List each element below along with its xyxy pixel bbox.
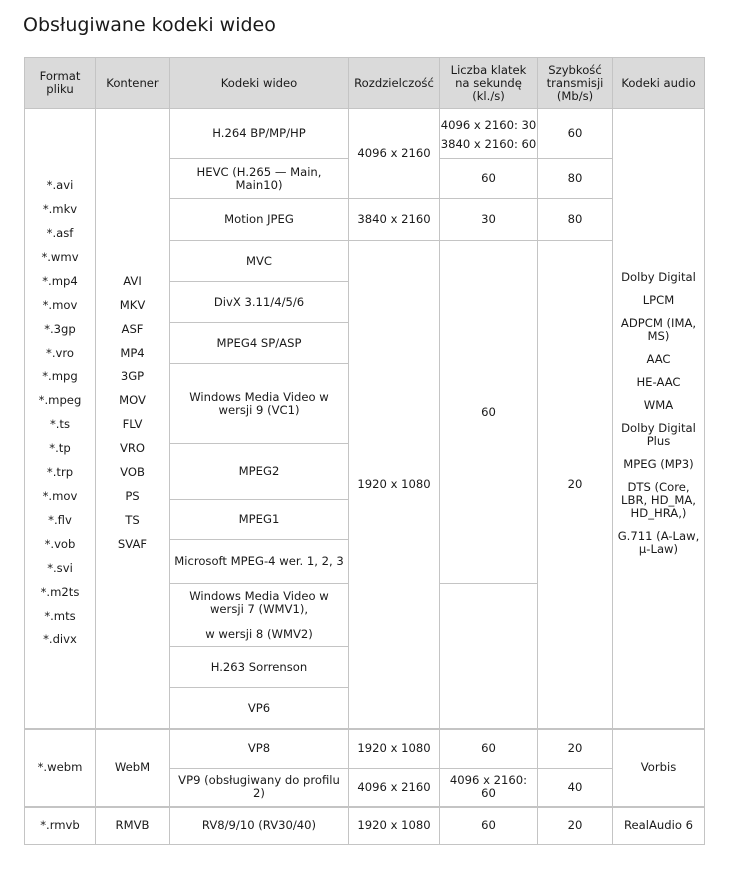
res-rv: 1920 x 1080 [349, 807, 440, 845]
bitrate-hevc: 80 [538, 159, 613, 199]
bitrate-mjpeg: 80 [538, 199, 613, 241]
format-item: *.vro [46, 345, 74, 360]
fps-h264 [440, 109, 538, 159]
format-item: *.tp [49, 441, 71, 456]
header-resolution: Rozdzielczość [349, 58, 440, 109]
audio-codec-item: Dolby Digital [621, 269, 696, 284]
group2-audio: Vorbis [613, 729, 705, 807]
format-item: *.asf [46, 226, 74, 240]
container-item: AVI [123, 273, 142, 288]
bitrate-vp8: 20 [538, 729, 613, 769]
format-item: *.mpg [42, 369, 78, 384]
codec-h264: H.264 BP/MP/HP [170, 109, 349, 159]
codec-mpeg4: MPEG4 SP/ASP [170, 323, 349, 364]
codec-vp6: VP6 [170, 688, 349, 729]
audio-codec-item: ADPCM (IMA, MS) [620, 315, 697, 343]
fps-vp9: 4096 x 2160: 60 [440, 769, 538, 807]
container-item: VOB [120, 465, 145, 480]
codec-wmv7-line2: w wersji 8 (WMV2) [205, 626, 313, 641]
group1-formats-cell [25, 109, 96, 729]
format-item: *.flv [48, 512, 72, 527]
table-row [25, 807, 705, 845]
group3-format: *.rmvb [25, 807, 96, 845]
fps-shared-60: 60 [440, 241, 538, 584]
audio-codec-item: Dolby Digital Plus [621, 420, 696, 448]
header-container: Kontener [96, 58, 170, 109]
container-item: FLV [122, 417, 143, 432]
fps-vp8: 60 [440, 729, 538, 769]
codec-mpeg2: MPEG2 [170, 444, 349, 500]
format-item: *.mov [42, 488, 78, 503]
codec-wmv7-line1: Windows Media Video w wersji 7 (WMV1), [189, 588, 329, 616]
group3-container: RMVB [96, 807, 170, 845]
container-item: MOV [119, 393, 146, 408]
codec-mjpeg: Motion JPEG [170, 199, 349, 241]
format-item: *.svi [47, 560, 73, 575]
audio-codec-item: LPCM [642, 292, 675, 307]
header-audio-codecs: Kodeki audio [613, 58, 705, 109]
codec-mpeg1: MPEG1 [170, 500, 349, 540]
group3-audio: RealAudio 6 [613, 807, 705, 845]
fps-rv: 60 [440, 807, 538, 845]
group1-containers-cell [96, 109, 170, 729]
container-item: VRO [119, 441, 146, 456]
format-item: *.mpeg [38, 393, 82, 408]
container-item: TS [125, 512, 140, 527]
bitrate-h264: 60 [538, 109, 613, 159]
container-item: ASF [121, 321, 144, 336]
fps-hevc: 60 [440, 159, 538, 199]
format-item: *.avi [46, 178, 74, 193]
res-mjpeg: 3840 x 2160 [349, 199, 440, 241]
bitrate-shared: 20 [538, 241, 613, 729]
codec-msmpeg4: Microsoft MPEG-4 wer. 1, 2, 3 [170, 540, 349, 584]
container-item: PS [125, 488, 140, 503]
page-title: Obsługiwane kodeki wideo [23, 14, 276, 36]
bitrate-vp9: 40 [538, 769, 613, 807]
fps-h264-line2: 3840 x 2160: 60 [440, 136, 537, 151]
table-row [25, 729, 705, 769]
audio-codec-item: DTS (Core, LBR, HD_MA, HD_HRA,) [621, 479, 696, 520]
format-item: *.3gp [44, 321, 76, 336]
audio-codec-item: MPEG (MP3) [623, 456, 694, 471]
format-item: *.divx [43, 632, 77, 647]
codec-vp9: VP9 (obsługiwany do profilu 2) [170, 769, 349, 807]
format-item: *.mts [44, 608, 76, 623]
fps-mjpeg: 30 [440, 199, 538, 241]
container-item: MP4 [120, 345, 145, 360]
header-format: Format pliku [25, 58, 96, 109]
format-item: *.vob [44, 536, 76, 551]
codec-hevc: HEVC (H.265 — Main, Main10) [170, 159, 349, 199]
group1-audio-list [616, 271, 701, 556]
container-item: SVAF [117, 536, 148, 551]
format-item: *.wmv [41, 249, 79, 264]
format-item: *.m2ts [40, 584, 80, 599]
format-item: *.trp [46, 465, 74, 480]
header-fps: Liczba klatek na sekundę (kl./s) [440, 58, 538, 109]
res-shared: 1920 x 1080 [349, 241, 440, 729]
audio-codec-item: G.711 (A-Law, μ-Law) [617, 528, 700, 556]
res-vp9: 4096 x 2160 [349, 769, 440, 807]
group2-container: WebM [96, 729, 170, 807]
codec-h263: H.263 Sorrenson [170, 647, 349, 688]
res-h264: 4096 x 2160 [349, 109, 440, 199]
res-vp8: 1920 x 1080 [349, 729, 440, 769]
group2-format: *.webm [25, 729, 96, 807]
codec-divx: DivX 3.11/4/5/6 [170, 282, 349, 323]
format-item: *.mov [42, 297, 78, 312]
codec-wmv7 [170, 584, 349, 647]
group1-audio-cell [613, 109, 705, 729]
bitrate-rv: 20 [538, 807, 613, 845]
group1-format-list [28, 179, 92, 646]
table-row [25, 109, 705, 159]
format-item: *.ts [49, 417, 71, 432]
codec-wmv9: Windows Media Video w wersji 9 (VC1) [170, 364, 349, 444]
container-item: MKV [119, 297, 146, 312]
codec-rv: RV8/9/10 (RV30/40) [170, 807, 349, 845]
format-item: *.mkv [42, 202, 78, 217]
header-bitrate: Szybkość transmisji (Mb/s) [538, 58, 613, 109]
header-video-codecs: Kodeki wideo [170, 58, 349, 109]
audio-codec-item: HE-AAC [636, 374, 681, 389]
fps-h264-line1: 4096 x 2160: 30 [440, 117, 537, 132]
codec-vp8: VP8 [170, 729, 349, 769]
table-header-row [25, 58, 705, 109]
codec-mvc: MVC [170, 241, 349, 282]
audio-codec-item: WMA [643, 397, 674, 412]
group1-container-list [99, 275, 166, 550]
video-codecs-table [24, 57, 705, 845]
format-item: *.mp4 [42, 273, 78, 288]
container-item: 3GP [120, 369, 145, 384]
audio-codec-item: AAC [646, 351, 671, 366]
